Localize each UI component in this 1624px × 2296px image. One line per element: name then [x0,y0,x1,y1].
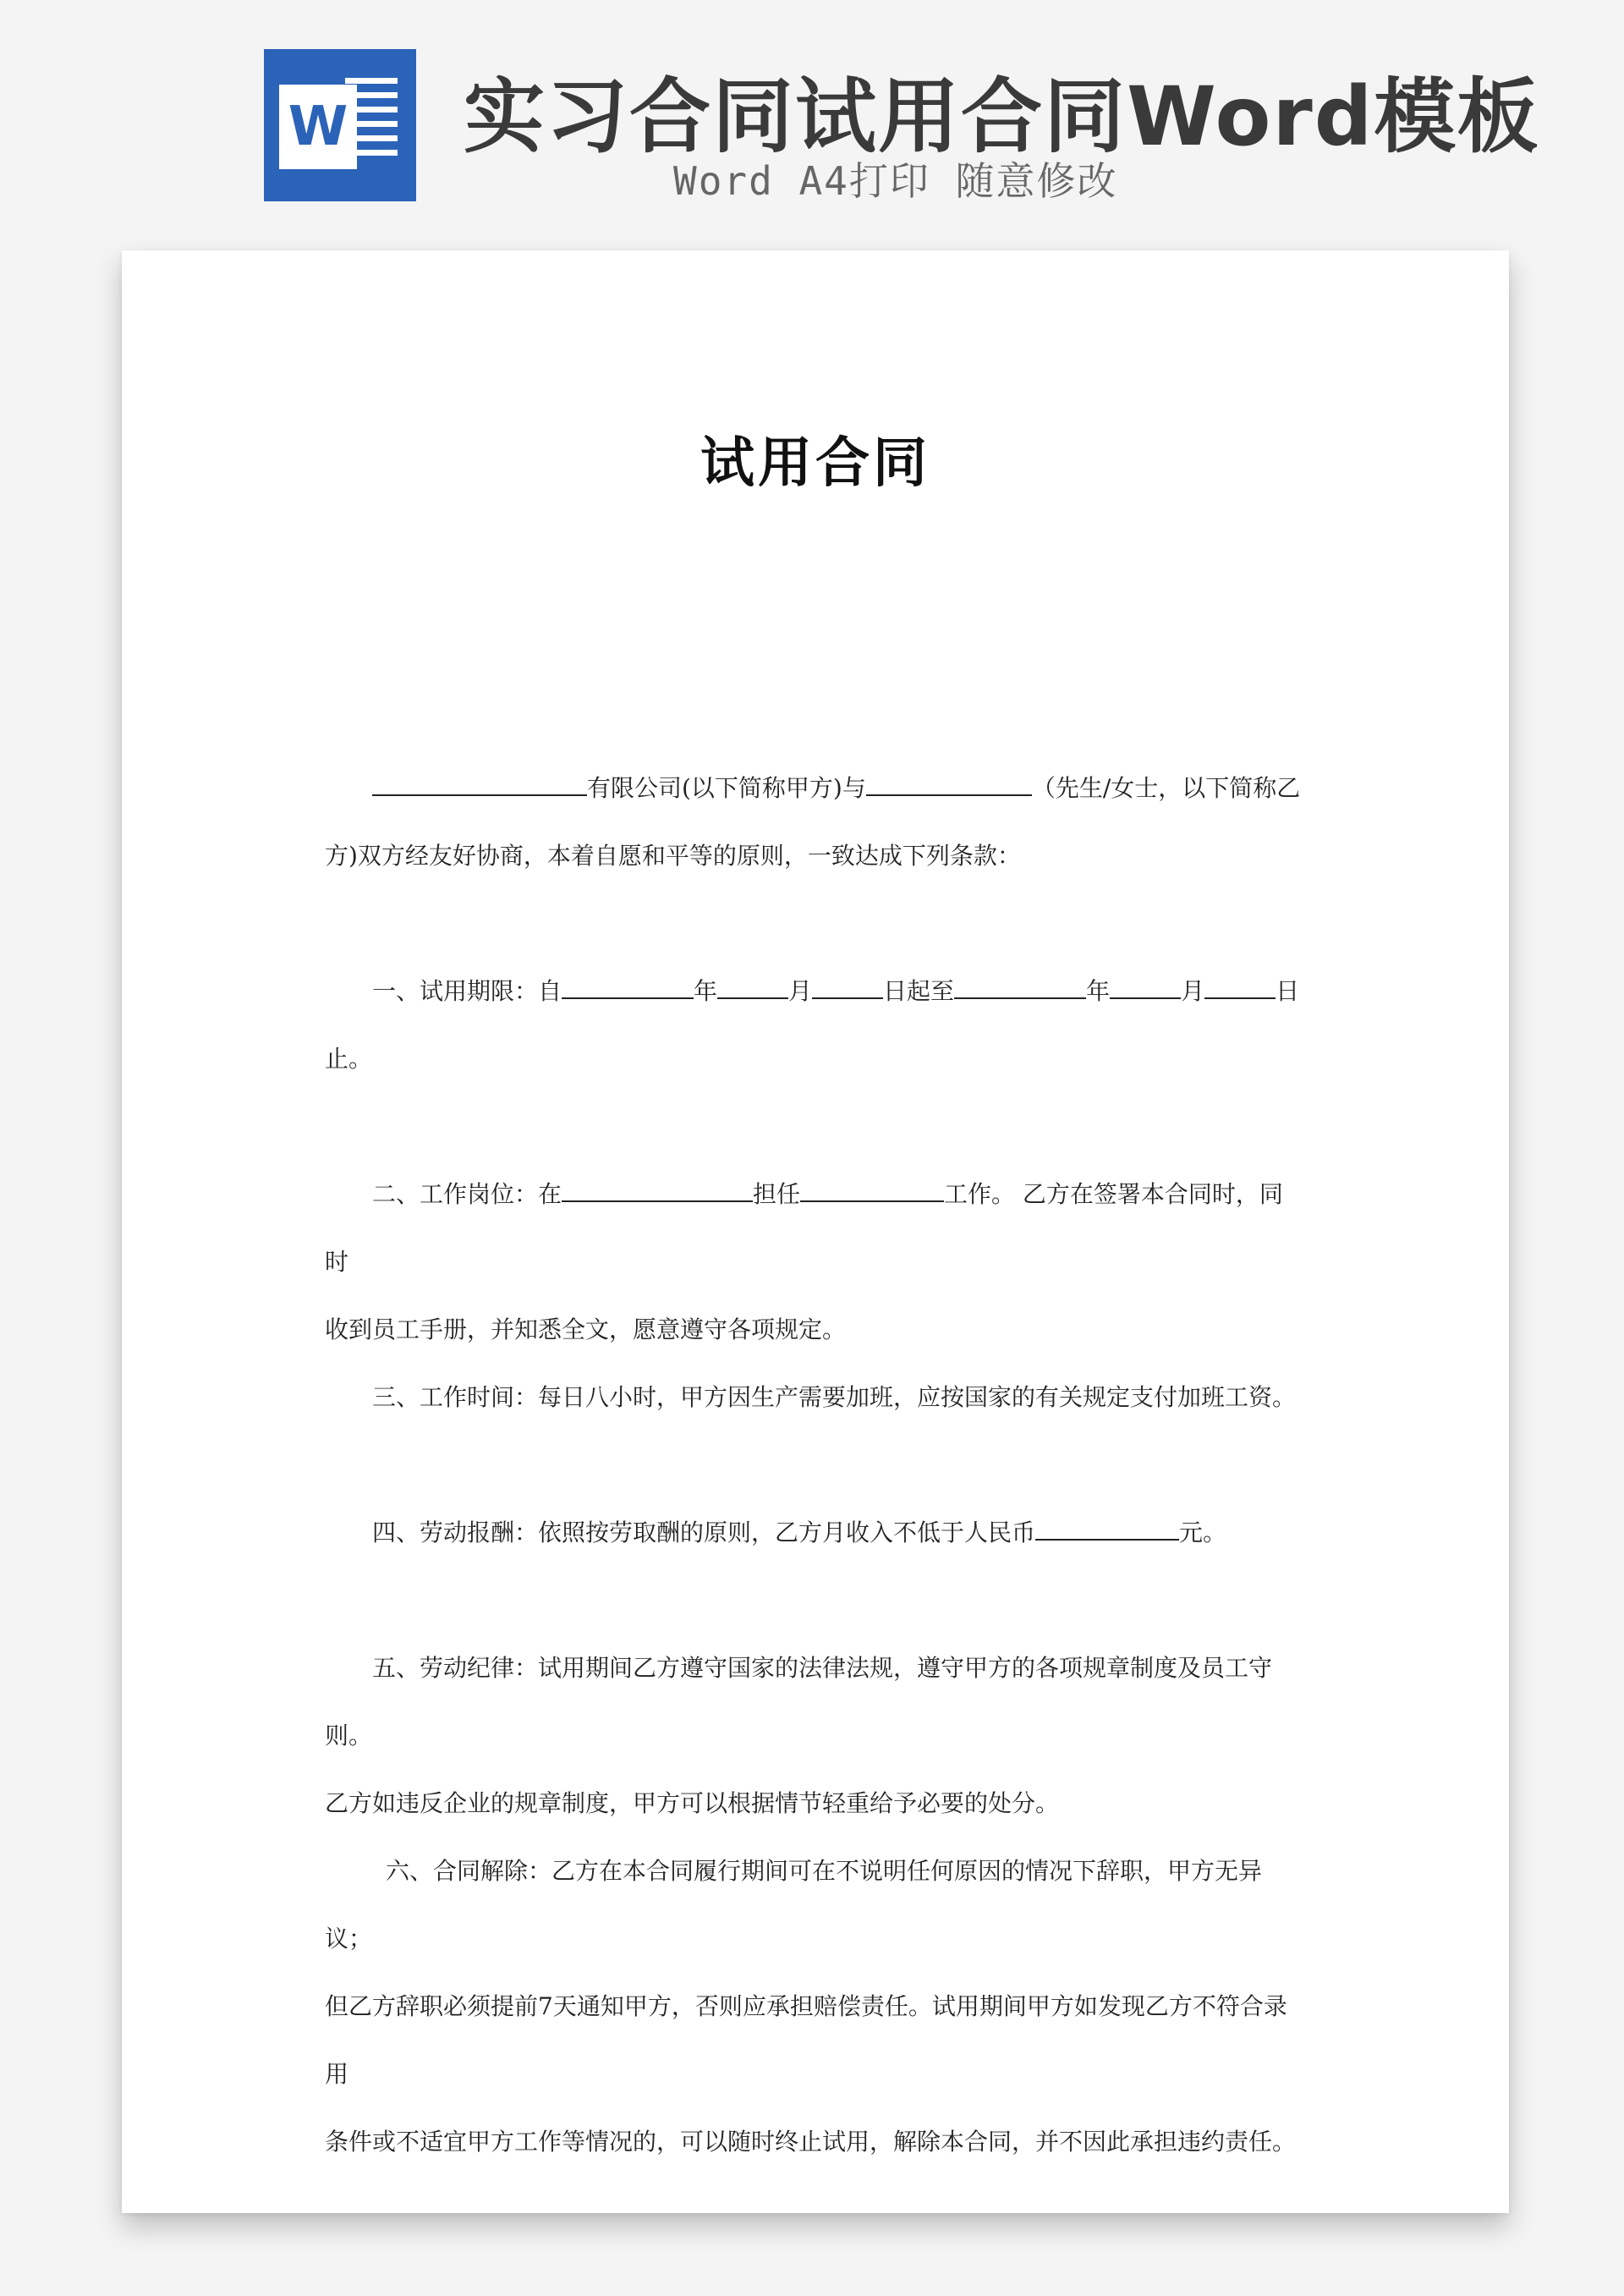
start-month-blank[interactable] [717,972,788,999]
intro-line-1 [325,755,1306,822]
clause-working-hours [325,1364,1306,1431]
intro-text-1: 有限公司(以下简称甲方)与 [587,774,866,802]
clause4-text-2: 元。 [1179,1519,1227,1546]
salary-blank[interactable] [1035,1513,1179,1541]
day-label-1: 日起至 [883,977,955,1005]
clause4-text-1: 四、劳动报酬：依照按劳取酬的原则，乙方月收入不低于人民币 [372,1519,1036,1546]
document-page [122,250,1509,2213]
start-day-blank[interactable] [812,972,883,999]
clause3-text: 三、工作时间：每日八小时，甲方因生产需要加班，应按国家的有关规定支付加班工资。 [372,1383,1297,1411]
clause1-text: 一、试用期限：自 [372,977,562,1005]
intro-paragraph [325,755,1306,890]
clause-remuneration [325,1499,1306,1567]
clause6-line-1 [325,1837,1306,1973]
month-label-2: 月 [1181,977,1205,1005]
header [0,0,1624,237]
department-blank[interactable] [562,1175,753,1202]
company-blank[interactable] [372,769,587,796]
clause6-line-3: 条件或不适宜甲方工作等情况的，可以随时终止试用，解除本合同，并不因此承担违约责任。 [325,2128,1297,2156]
clause5-line-1 [325,1634,1306,1770]
end-month-blank[interactable] [1110,972,1181,999]
end-year-blank[interactable] [954,972,1086,999]
clause5-line-2: 乙方如违反企业的规章制度，甲方可以根据情节轻重给予必要的处分。 [325,1789,1060,1817]
template-subtitle: Word A4打印 随意修改 [673,158,1118,204]
clause2-text-2: 担任 [753,1180,801,1208]
employee-blank[interactable] [866,769,1032,796]
clause-termination [325,1837,1306,2176]
clause6-line-2: 但乙方辞职必须提前7天通知甲方，否则应承担赔偿责任。试用期间甲方如发现乙方不符合录用 [325,1992,1287,2088]
document-title: 试用合同 [700,432,930,495]
clause2-line-2: 收到员工手册，并知悉全文，愿意遵守各项规定。 [325,1316,847,1343]
clause-labor-discipline [325,1634,1306,1837]
year-label-1: 年 [694,977,718,1005]
clause2-line-1 [325,1161,1306,1296]
day-label-2: 日 [1276,977,1300,1005]
month-label-1: 月 [788,977,813,1005]
clause3-line-1 [325,1364,1306,1431]
intro-text-2: （先生/女士，以下简称乙 [1031,774,1301,802]
start-year-blank[interactable] [562,972,694,999]
clause2-text-1: 二、工作岗位：在 [372,1180,562,1208]
clause2-text-3: 工作。 乙方在签署本合同时，同时 [325,1180,1283,1276]
clause1-line-2: 止。 [325,1045,373,1073]
clause-probation-period [325,958,1306,1093]
clause6-text-1: 六、合同解除：乙方在本合同履行期间可在不说明任何原因的情况下辞职，甲方无异议； [325,1857,1263,1953]
word-icon [264,49,416,201]
word-letter-badge [279,85,357,169]
word-letter: W [288,96,348,158]
position-blank[interactable] [800,1175,944,1202]
year-label-2: 年 [1086,977,1111,1005]
clause1-line-1 [325,958,1306,1025]
intro-line-2: 方)双方经友好协商，本着自愿和平等的原则，一致达成下列条款： [325,842,1021,870]
clause4-line-1 [325,1499,1306,1567]
template-title: 实习合同试用合同Word模板 [464,69,1540,164]
clause-job-position [325,1161,1306,1364]
clause5-text-1: 五、劳动纪律：试用期间乙方遵守国家的法律法规，遵守甲方的各项规章制度及员工守则。 [325,1654,1273,1749]
end-day-blank[interactable] [1204,972,1276,999]
